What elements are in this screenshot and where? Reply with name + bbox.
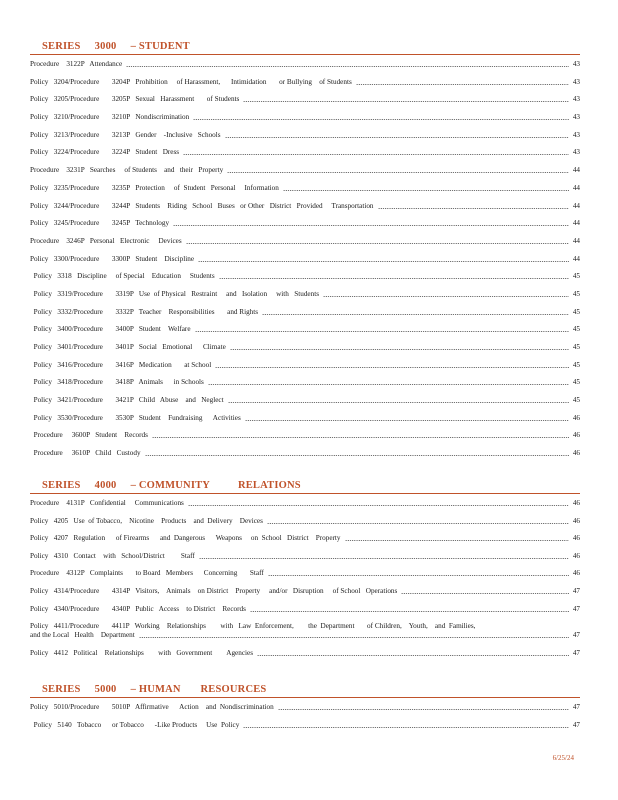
- dot-leader: [268, 575, 569, 576]
- section-divider: [30, 493, 580, 494]
- toc-list: [30, 60, 580, 458]
- toc-entry-title: Policy 4411/Procedure 4411P Working Relationships with Law Enforcement, the Department of Children, Youth, and Families,: [30, 622, 476, 631]
- toc-page-number: 45: [572, 360, 580, 369]
- toc-entry-title: Policy 3319/Procedure 3319P Use of Physical Restraint and Isolation with Students: [30, 289, 320, 298]
- toc-entry[interactable]: [30, 396, 580, 405]
- toc-page-number: 45: [572, 289, 580, 298]
- toc-entry-title: Policy 3416/Procedure 3416P Medication at School: [30, 360, 212, 369]
- dot-leader: [378, 208, 569, 209]
- toc-page-number: 47: [572, 720, 580, 729]
- toc-entry[interactable]: [30, 622, 580, 640]
- dot-leader: [243, 727, 569, 728]
- toc-entry[interactable]: [30, 361, 580, 370]
- toc-entry-title: Policy 3418/Procedure 3418P Animals in Schools: [30, 378, 204, 387]
- toc-page-number: 43: [572, 113, 580, 122]
- dot-leader: [227, 172, 569, 173]
- toc-entry[interactable]: [30, 721, 580, 730]
- toc-page-number: 47: [572, 703, 580, 711]
- toc-list: [30, 703, 580, 730]
- dot-leader: [250, 611, 569, 612]
- toc-entry-title: Policy 3401/Procedure 3401P Social Emotional Climate: [30, 343, 226, 351]
- toc-entry-title: Policy 4207 Regulation of Firearms and Dangerous Weapons on School District Property: [30, 534, 341, 543]
- toc-page-number: 46: [572, 449, 580, 458]
- toc-entry[interactable]: [30, 499, 580, 508]
- toc-entry-title: Procedure 3610P Child Custody: [30, 449, 141, 458]
- dot-leader: [152, 437, 569, 438]
- toc-page-number: 43: [572, 95, 580, 104]
- dot-leader: [245, 420, 569, 421]
- series-3000-section: [30, 40, 580, 467]
- toc-entry[interactable]: [30, 325, 580, 334]
- series-4000-section: [30, 479, 580, 666]
- toc-entry-title: Policy 3300/Procedure 3300P Student Discipline: [30, 254, 195, 263]
- toc-entry-title: Policy 4340/Procedure 4340P Public Access to District Records: [30, 604, 246, 613]
- dot-leader: [186, 243, 569, 244]
- toc-page-number: 46: [572, 551, 580, 560]
- toc-page-number: 45: [572, 325, 580, 334]
- toc-entry[interactable]: [30, 78, 580, 87]
- toc-page-number: 45: [572, 378, 580, 387]
- toc-page-number: 45: [572, 343, 580, 351]
- toc-page-number: 45: [572, 272, 580, 281]
- toc-entry[interactable]: [30, 552, 580, 561]
- toc-entry-title: Policy 3210/Procedure 3210P Nondiscrimination: [30, 113, 190, 122]
- dot-leader: [243, 101, 569, 102]
- dot-leader: [257, 655, 569, 656]
- toc-page-number: 47: [572, 648, 580, 657]
- toc-entry-title: Policy 5010/Procedure 5010P Affirmative Action and Nondiscrimination: [30, 703, 274, 711]
- dot-leader: [225, 137, 569, 138]
- toc-entry[interactable]: [30, 95, 580, 104]
- toc-entry[interactable]: [30, 113, 580, 122]
- toc-entry[interactable]: [30, 703, 580, 712]
- toc-page-number: 43: [572, 130, 580, 139]
- toc-entry[interactable]: [30, 202, 580, 211]
- toc-page-number: 46: [572, 516, 580, 525]
- section-divider: [30, 54, 580, 55]
- toc-entry[interactable]: [30, 184, 580, 193]
- dot-leader: [401, 593, 569, 594]
- toc-entry[interactable]: [30, 431, 580, 440]
- toc-entry-title: Policy 3530/Procedure 3530P Student Fundraising Activities: [30, 413, 241, 422]
- toc-page-number: 44: [572, 236, 580, 245]
- toc-entry-title: Policy 3205/Procedure 3205P Sexual Harassment of Students: [30, 95, 240, 104]
- dot-leader: [228, 402, 569, 403]
- toc-entry-title: Procedure 4312P Complaints to Board Members Concerning Staff: [30, 569, 264, 578]
- toc-page-number: 43: [572, 60, 580, 68]
- series-4000-heading: SERIES 4000 – COMMUNITY RELATIONS: [42, 480, 301, 491]
- dot-leader: [195, 331, 569, 332]
- dot-leader: [283, 190, 569, 191]
- dot-leader: [126, 66, 569, 67]
- dot-leader: [323, 296, 569, 297]
- toc-page-number: 46: [572, 534, 580, 543]
- dot-leader: [145, 455, 569, 456]
- toc-list: [30, 499, 580, 658]
- toc-entry[interactable]: [30, 449, 580, 458]
- toc-entry-title: Policy 3332/Procedure 3332P Teacher Responsibilities and Rights: [30, 307, 259, 316]
- series-5000-heading: SERIES 5000 – HUMAN RESOURCES: [42, 684, 267, 695]
- dot-leader: [215, 367, 569, 368]
- toc-entry[interactable]: [30, 649, 580, 658]
- toc-entry-title: Policy 4205 Use of Tobacco, Nicotine Products and Delivery Devices: [30, 516, 263, 525]
- toc-page-number: 47: [572, 631, 580, 640]
- toc-entry[interactable]: [30, 517, 580, 526]
- footer-date: 6/25/24: [552, 754, 574, 762]
- toc-page-number: 47: [572, 604, 580, 613]
- dot-leader: [193, 119, 569, 120]
- toc-page-number: 45: [572, 396, 580, 405]
- series-5000-section: [30, 683, 580, 738]
- toc-entry[interactable]: [30, 605, 580, 614]
- toc-entry[interactable]: [30, 569, 580, 578]
- toc-page-number: 45: [572, 307, 580, 316]
- toc-page-number: 46: [572, 413, 580, 422]
- dot-leader: [173, 225, 569, 226]
- toc-page-number: 44: [572, 254, 580, 263]
- toc-page-number: 43: [572, 77, 580, 86]
- dot-leader: [188, 505, 569, 506]
- toc-page-number: 43: [572, 148, 580, 157]
- toc-entry[interactable]: [30, 290, 580, 299]
- dot-leader: [199, 558, 569, 559]
- dot-leader: [267, 523, 569, 524]
- toc-entry[interactable]: [30, 534, 580, 543]
- toc-entry[interactable]: [30, 255, 580, 264]
- dot-leader: [356, 84, 569, 85]
- toc-entry-title: Policy 5140 Tobacco or Tobacco -Like Products Use Policy: [30, 720, 240, 729]
- toc-page-number: 46: [572, 569, 580, 578]
- toc-entry-title: Policy 3213/Procedure 3213P Gender -Inclusive Schools: [30, 130, 221, 139]
- toc-entry[interactable]: [30, 148, 580, 157]
- toc-entry-title: Policy 3224/Procedure 3224P Student Dress: [30, 148, 180, 157]
- toc-entry[interactable]: [30, 60, 580, 69]
- toc-entry-title: Policy 4412 Political Relationships with Government Agencies: [30, 648, 253, 657]
- dot-leader: [139, 637, 569, 638]
- dot-leader: [262, 314, 569, 315]
- toc-entry-title: Procedure 3122P Attendance: [30, 60, 123, 68]
- dot-leader: [345, 540, 569, 541]
- toc-entry-title: Policy 3245/Procedure 3245P Technology: [30, 219, 170, 228]
- dot-leader: [219, 278, 569, 279]
- toc-page-number: 46: [572, 499, 580, 507]
- toc-entry-title: Policy 3235/Procedure 3235P Protection of Student Personal Information: [30, 183, 279, 192]
- dot-leader: [198, 261, 569, 262]
- toc-entry-title: Policy 4314/Procedure 4314P Visitors, Animals on District Property and/or Disruption of School Operations: [30, 586, 398, 595]
- toc-page-number: 44: [572, 201, 580, 210]
- dot-leader: [183, 154, 569, 155]
- toc-page-number: 44: [572, 219, 580, 228]
- toc-entry-title: Policy 3318 Discipline of Special Education Students: [30, 272, 215, 281]
- dot-leader: [208, 384, 569, 385]
- toc-entry[interactable]: [30, 237, 580, 246]
- toc-entry[interactable]: [30, 414, 580, 423]
- toc-entry-title: Procedure 4131P Confidential Communications: [30, 499, 184, 507]
- toc-entry[interactable]: [30, 343, 580, 352]
- toc-entry[interactable]: [30, 166, 580, 175]
- toc-page-number: 44: [572, 166, 580, 175]
- toc-entry[interactable]: [30, 272, 580, 281]
- dot-leader: [278, 709, 569, 710]
- toc-entry[interactable]: [30, 308, 580, 317]
- toc-entry[interactable]: [30, 219, 580, 228]
- toc-page-number: 46: [572, 431, 580, 440]
- toc-page-number: 47: [572, 586, 580, 595]
- toc-entry-title: Policy 3400/Procedure 3400P Student Welfare: [30, 325, 191, 334]
- toc-entry[interactable]: [30, 131, 580, 140]
- toc-entry[interactable]: [30, 587, 580, 596]
- toc-entry-title: Policy 3204/Procedure 3204P Prohibition of Harassment, Intimidation or Bullying of Students: [30, 77, 352, 86]
- toc-entry-title: Policy 3421/Procedure 3421P Child Abuse and Neglect: [30, 396, 224, 405]
- toc-page-number: 44: [572, 183, 580, 192]
- toc-entry-title: Procedure 3600P Student Records: [30, 431, 148, 440]
- toc-entry-title: Policy 3244/Procedure 3244P Students Riding School Buses or Other District Provided Transportation: [30, 201, 374, 210]
- dot-leader: [230, 349, 569, 350]
- series-3000-heading: SERIES 3000 – STUDENT: [42, 41, 190, 52]
- toc-entry-title-continued: and the Local Health Department: [30, 631, 135, 640]
- toc-entry-title: Procedure 3231P Searches of Students and their Property: [30, 166, 224, 175]
- toc-entry[interactable]: [30, 378, 580, 387]
- toc-entry-title: Policy 4310 Contact with School/District Staff: [30, 551, 195, 560]
- section-divider: [30, 697, 580, 698]
- toc-entry-title: Procedure 3246P Personal Electronic Devices: [30, 236, 182, 245]
